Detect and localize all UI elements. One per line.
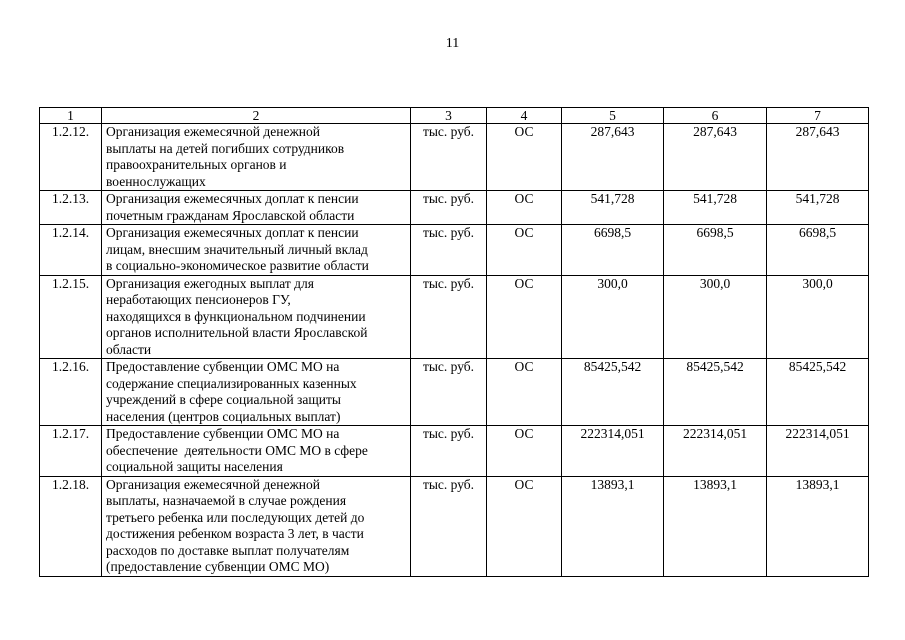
row-value-col5: 222314,051 — [562, 426, 664, 477]
row-name-line: третьего ребенка или последующих детей до — [106, 509, 365, 525]
column-header: 1 — [40, 108, 102, 124]
row-name-line: содержание специализированных казенных — [106, 375, 357, 391]
row-unit-cell: тыс. руб. — [411, 359, 487, 426]
row-unit-cell: тыс. руб. — [411, 124, 487, 191]
row-name-cell — [102, 225, 411, 276]
row-value-col6: 13893,1 — [664, 476, 767, 576]
row-code-cell: 1.2.12. — [40, 124, 102, 191]
row-name-line: правоохранительных органов и — [106, 157, 287, 172]
table-row — [40, 275, 869, 359]
row-name-line: Предоставление субвенции ОМС МО на — [106, 359, 340, 374]
row-name-line: Организация ежегодных выплат для — [106, 275, 314, 291]
row-value-col7: 222314,051 — [767, 426, 869, 477]
row-value-col7: 300,0 — [767, 275, 869, 359]
row-code-cell: 1.2.17. — [40, 426, 102, 477]
row-name-line: лицам, внесшим значительный личный вклад — [106, 241, 368, 257]
row-unit-cell: тыс. руб. — [411, 426, 487, 477]
row-name-line: обеспечение деятельности ОМС МО в сфере — [106, 442, 368, 458]
row-value-col6: 85425,542 — [664, 359, 767, 426]
table-row — [40, 476, 869, 576]
row-name-line: расходов по доставке выплат получателям — [106, 542, 350, 558]
row-source-cell: ОС — [487, 476, 562, 576]
row-unit-cell: тыс. руб. — [411, 476, 487, 576]
row-code-cell: 1.2.18. — [40, 476, 102, 576]
row-code-cell: 1.2.15. — [40, 275, 102, 359]
row-value-col7: 6698,5 — [767, 225, 869, 276]
row-value-col6: 222314,051 — [664, 426, 767, 477]
row-name-cell — [102, 359, 411, 426]
row-name-line: почетным гражданам Ярославской области — [106, 207, 355, 223]
row-name-line: учреждений в сфере социальной защиты — [106, 392, 341, 407]
row-name-line: социальной защиты населения — [106, 459, 283, 474]
row-code-cell: 1.2.16. — [40, 359, 102, 426]
row-name-cell — [102, 426, 411, 477]
column-header: 6 — [664, 108, 767, 124]
row-name-line: военнослужащих — [106, 173, 206, 189]
row-source-cell: ОС — [487, 275, 562, 359]
row-name-cell — [102, 124, 411, 191]
row-unit-cell: тыс. руб. — [411, 225, 487, 276]
row-value-col5: 287,643 — [562, 124, 664, 191]
row-name-line: выплаты, назначаемой в случае рождения — [106, 493, 347, 508]
row-name-line: населения (центров социальных выплат) — [106, 408, 341, 424]
row-source-cell: ОС — [487, 124, 562, 191]
row-code-cell: 1.2.13. — [40, 191, 102, 225]
table-header-row — [40, 108, 869, 124]
row-value-col6: 300,0 — [664, 275, 767, 359]
row-value-col6: 287,643 — [664, 124, 767, 191]
column-header: 4 — [487, 108, 562, 124]
row-value-col7: 287,643 — [767, 124, 869, 191]
table-row — [40, 191, 869, 225]
row-name-cell — [102, 191, 411, 225]
row-code-cell: 1.2.14. — [40, 225, 102, 276]
row-name-line: в социально-экономическое развитие области — [106, 258, 369, 273]
row-name-line: области — [106, 341, 152, 357]
column-header: 7 — [767, 108, 869, 124]
row-unit-cell: тыс. руб. — [411, 191, 487, 225]
row-name-cell — [102, 275, 411, 359]
table-row — [40, 426, 869, 477]
row-value-col6: 541,728 — [664, 191, 767, 225]
row-value-col5: 85425,542 — [562, 359, 664, 426]
column-header: 3 — [411, 108, 487, 124]
column-header: 5 — [562, 108, 664, 124]
row-name-cell — [102, 476, 411, 576]
row-value-col5: 6698,5 — [562, 225, 664, 276]
row-value-col7: 13893,1 — [767, 476, 869, 576]
row-name-line: неработающих пенсионеров ГУ, — [106, 292, 291, 307]
row-name-line: находящихся в функциональном подчинении — [106, 308, 366, 324]
column-header: 2 — [102, 108, 411, 124]
row-value-col7: 541,728 — [767, 191, 869, 225]
row-source-cell: ОС — [487, 359, 562, 426]
row-name-line: органов исполнительной власти Ярославской — [106, 325, 368, 340]
table-row — [40, 225, 869, 276]
table-row — [40, 359, 869, 426]
table-row — [40, 124, 869, 191]
row-value-col5: 541,728 — [562, 191, 664, 225]
row-name-line: достижения ребенком возраста 3 лет, в части — [106, 526, 364, 541]
row-value-col5: 13893,1 — [562, 476, 664, 576]
row-name-line: (предоставление субвенции ОМС МО) — [106, 559, 330, 574]
row-source-cell: ОС — [487, 225, 562, 276]
row-value-col5: 300,0 — [562, 275, 664, 359]
budget-table — [39, 107, 869, 577]
row-name-line: Организация ежемесячных доплат к пенсии — [106, 225, 359, 240]
page-number: 11 — [445, 36, 460, 51]
row-name-line: выплаты на детей погибших сотрудников — [106, 140, 345, 156]
row-value-col6: 6698,5 — [664, 225, 767, 276]
row-name-line: Организация ежемесячной денежной — [106, 476, 321, 492]
row-name-line: Предоставление субвенции ОМС МО на — [106, 426, 340, 441]
row-source-cell: ОС — [487, 426, 562, 477]
row-value-col7: 85425,542 — [767, 359, 869, 426]
row-source-cell: ОС — [487, 191, 562, 225]
row-name-line: Организация ежемесячных доплат к пенсии — [106, 191, 359, 206]
row-unit-cell: тыс. руб. — [411, 275, 487, 359]
row-name-line: Организация ежемесячной денежной — [106, 124, 321, 139]
